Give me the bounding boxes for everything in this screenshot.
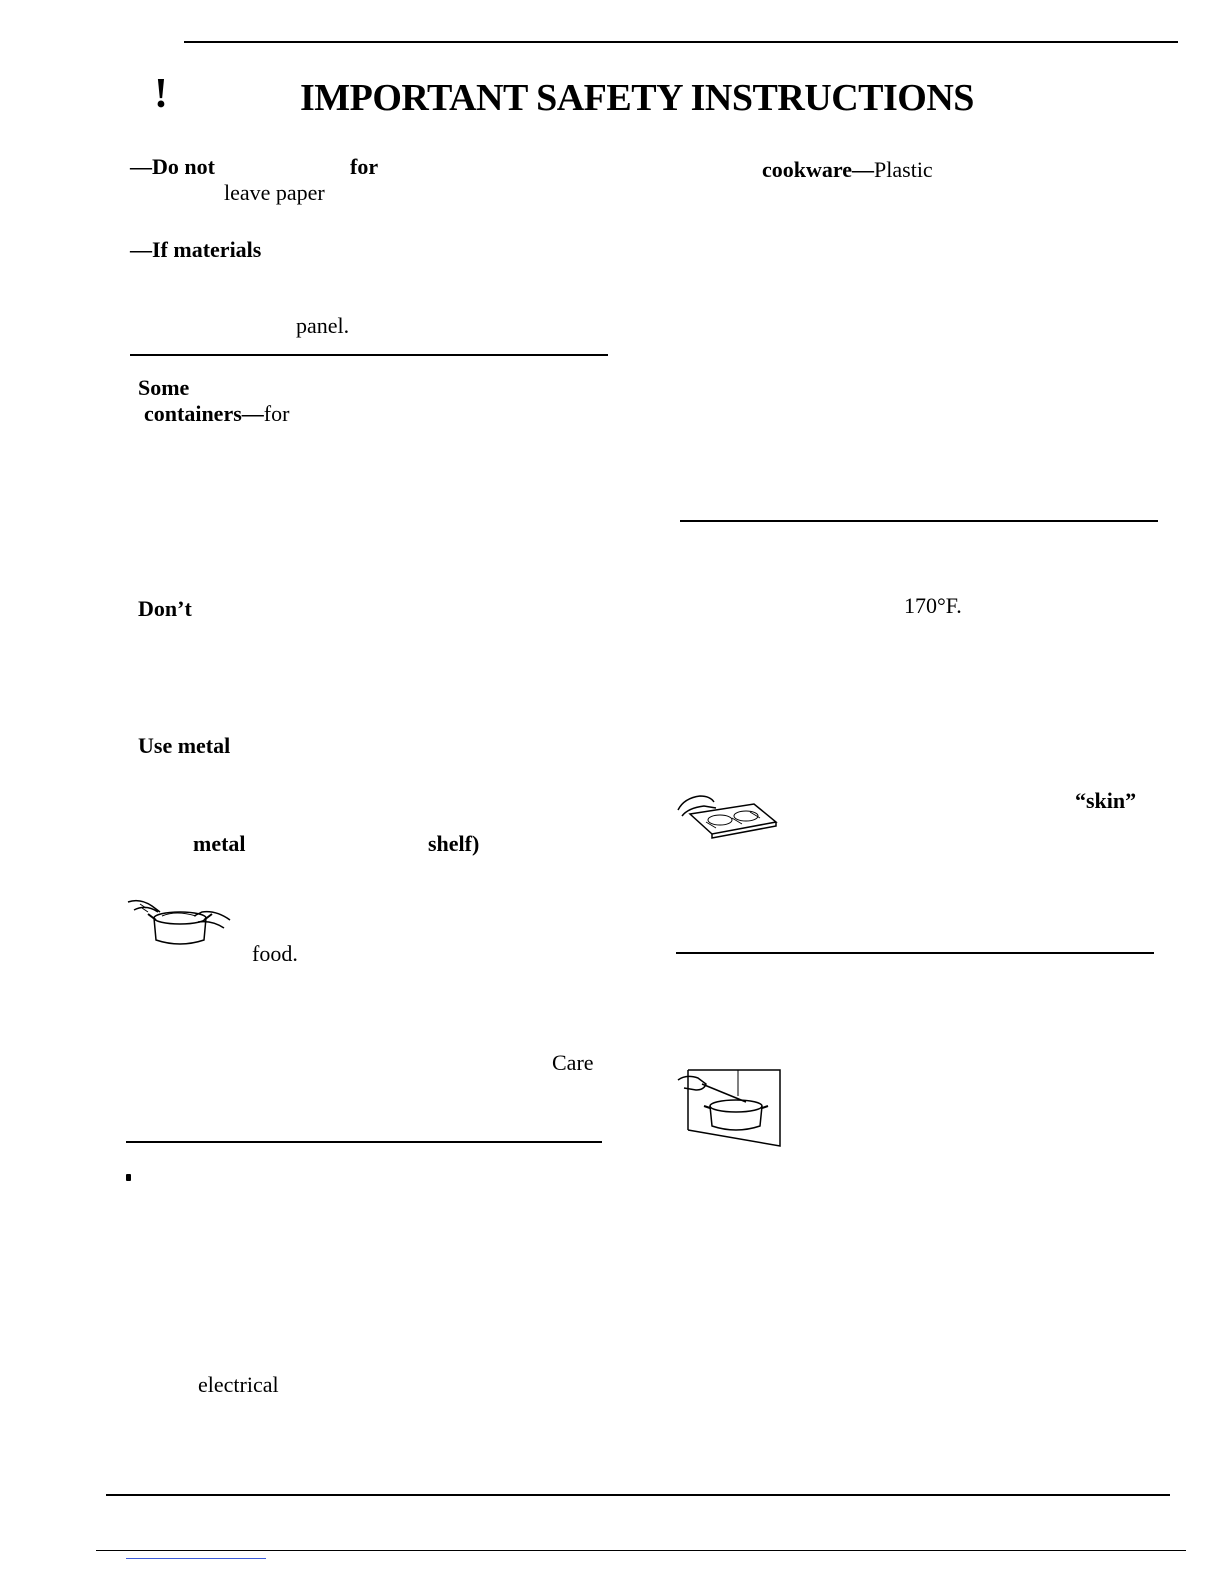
text-some: Some [138,375,190,400]
bullet-icon [126,1174,131,1181]
dish-with-hand-illustration [676,792,780,840]
text-for: for [350,154,379,179]
pot-with-mitts-illustration [126,898,232,948]
text-food: food. [252,941,298,966]
text-use-metal: Use metal [138,733,231,758]
text-panel: panel. [296,313,350,338]
section-divider [676,952,1154,954]
text-metal: metal [193,831,246,856]
top-rule [184,41,1178,43]
footer-rule-thin [96,1550,1186,1551]
text-do-not: —Do not [130,154,215,179]
text-cookware: cookware— [762,157,875,182]
text-for-lower: for [263,401,290,426]
text-containers-for [144,403,289,425]
text-cookware-plastic [762,159,933,181]
text-dont: Don’t [138,596,192,621]
footer-link-underline[interactable] [126,1558,266,1559]
page-title: IMPORTANT SAFETY INSTRUCTIONS [300,77,974,119]
text-care: Care [552,1050,594,1075]
text-electrical: electrical [198,1372,279,1397]
pot-in-oven-illustration [676,1066,784,1148]
text-leave-paper: leave paper [224,180,325,205]
text-containers: containers— [144,401,264,426]
text-temperature: 170°F. [904,593,962,618]
text-if-materials: —If materials [130,237,262,262]
section-divider [126,1141,602,1143]
section-divider [680,520,1158,522]
section-divider [130,354,608,356]
warning-icon: ! [154,71,168,117]
text-skin: “skin” [1075,788,1137,813]
text-plastic: Plastic [874,157,933,182]
footer-rule [106,1494,1170,1496]
text-shelf: shelf) [428,831,480,856]
